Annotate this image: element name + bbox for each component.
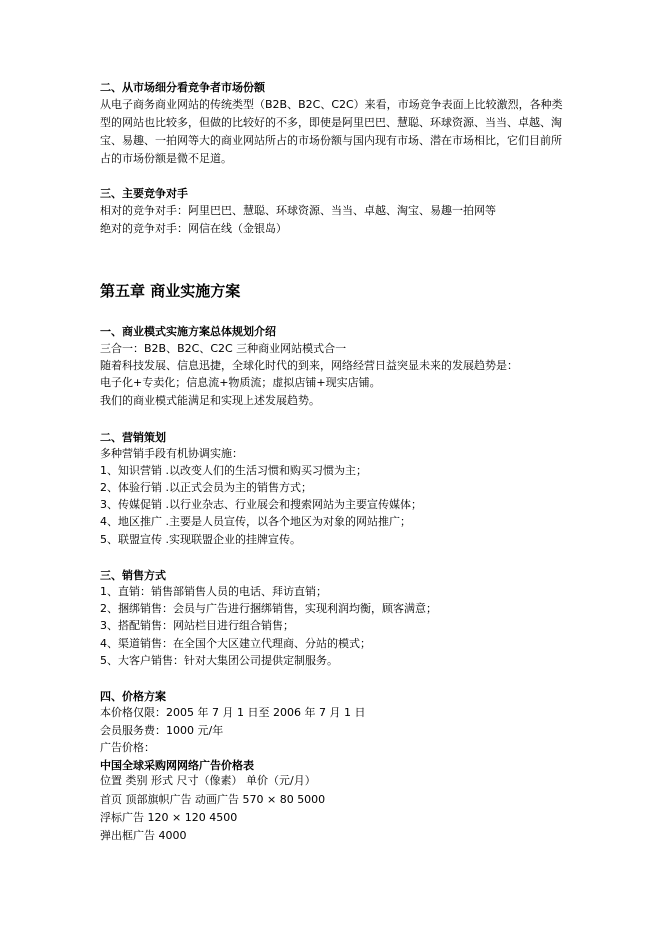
section-heading-competitors: 三、主要竞争对手 (100, 187, 188, 200)
section-heading-market-share: 二、从市场细分看竞争者市场份额 (100, 81, 265, 94)
table-title: 中国全球采购网网络广告价格表 (100, 759, 254, 772)
text-line: 我们的商业模式能满足和实现上述发展趋势。 (100, 394, 320, 407)
text-line: 多种营销手段有机协调实施： (100, 447, 243, 460)
list-item: 4、渠道销售：在全国个大区建立代理商、分站的模式； (100, 637, 371, 650)
list-item: 2、体验行销 .以正式会员为主的销售方式； (100, 481, 312, 494)
text-line: 会员服务费：1000 元/年 (100, 724, 224, 737)
list-item: 1、知识营销 .以改变人们的生活习惯和购买习惯为主； (100, 464, 367, 477)
list-item: 5、联盟宣传 .实现联盟企业的挂牌宣传。 (100, 533, 301, 546)
table-row: 首页 顶部旗帜广告 动画广告 570 × 80 5000 (100, 793, 326, 806)
table-row: 浮标广告 120 × 120 4500 (100, 811, 238, 824)
section-heading-plan: 一、商业模式实施方案总体规划介绍 (100, 325, 276, 338)
list-item: 4、地区推广 .主要是人员宣传，以各个地区为对象的网站推广； (100, 515, 411, 528)
text-line: 广告价格： (100, 741, 155, 754)
section-heading-sales: 三、销售方式 (100, 569, 166, 582)
list-item: 2、捆绑销售：会员与广告进行捆绑销售，实现利润均衡，顾客满意； (100, 602, 437, 615)
list-item: 3、搭配销售：网站栏目进行组合销售； (100, 619, 294, 632)
section-heading-price: 四、价格方案 (100, 690, 166, 703)
table-row: 位置 类别 形式 尺寸（像素） 单价（元/月） (100, 774, 316, 787)
list-item: 1、直销：销售部销售人员的电话、拜访直销； (100, 585, 327, 598)
text-line: 三合一：B2B、B2C、C2C 三种商业网站模式合一 (100, 342, 347, 355)
text-line: 绝对的竞争对手：网信在线（金银岛） (100, 222, 287, 235)
text-line: 相对的竞争对手：阿里巴巴、慧聪、环球资源、当当、卓越、淘宝、易趣一拍网等 (100, 204, 496, 217)
text-line: 本价格仅限：2005 年 7 月 1 日至 2006 年 7 月 1 日 (100, 706, 366, 719)
section-heading-marketing: 二、营销策划 (100, 431, 166, 444)
chapter-title: 第五章 商业实施方案 (100, 282, 241, 300)
text-line: 随着科技发展、信息迅捷，全球化时代的到来，网络经营日益突显未来的发展趋势是： (100, 359, 518, 372)
text-line: 电子化+专卖化；信息流+物质流；虚拟店铺+现实店铺。 (100, 376, 381, 389)
list-item: 5、大客户销售：针对大集团公司提供定制服务。 (100, 654, 338, 667)
table-row: 弹出框广告 4000 (100, 829, 187, 842)
list-item: 3、传媒促销 .以行业杂志、行业展会和搜索网站为主要宣传媒体； (100, 498, 422, 511)
paragraph-market-share: 从电子商务商业网站的传统类型（B2B、B2C、C2C）来看，市场竞争表面上比较激烈，各种类型的网站也比较多，但做的比较好的不多，即使是阿里巴巴、慧聪、环球资源、当当、卓越、淘宝、易趣、一拍网等大的商业网站所占的市场份额与国内现有市场、潜在市场相比，它们目前所占的市场份额是微不足道。 (100, 98, 563, 165)
